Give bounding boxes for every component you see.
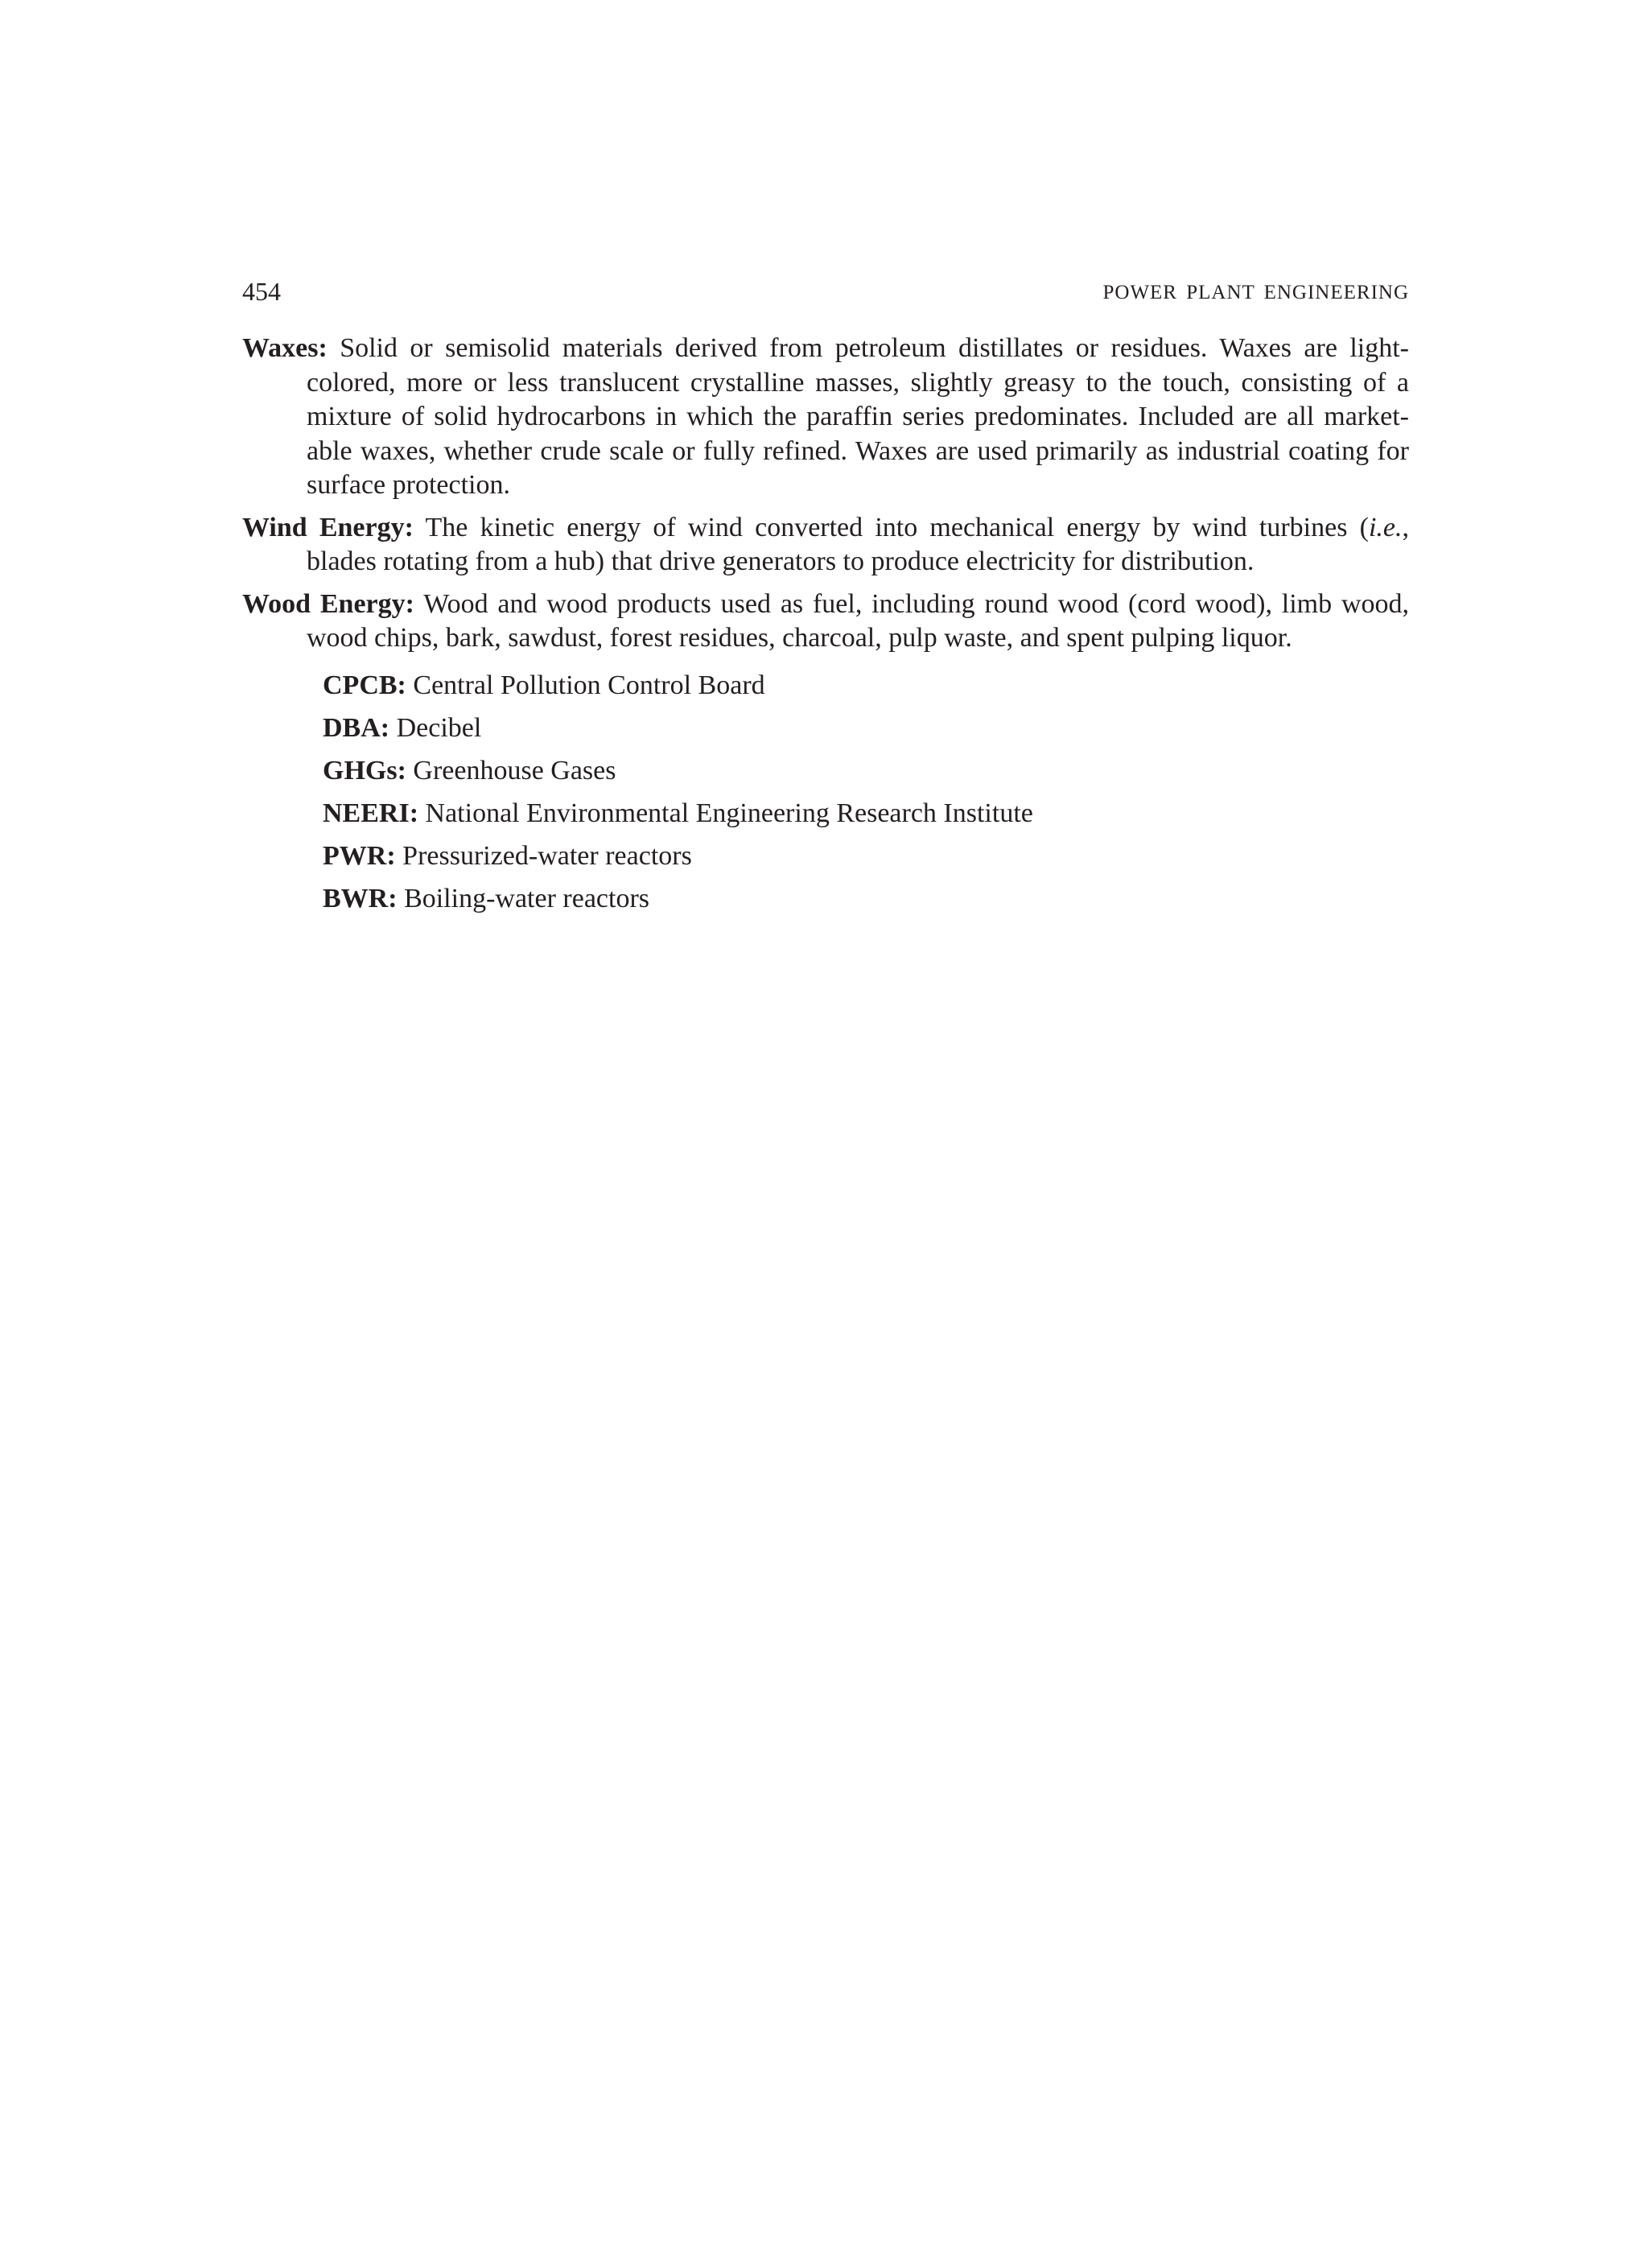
abbreviation-pwr [323,835,1409,877]
page-content [242,274,1409,920]
abbreviation-term: GHGs: [323,755,406,786]
glossary-definition: , blades rotating from a hub) that drive generators to produce electricity for distribution. [307,512,1409,576]
glossary-definition: Solid or semisolid materials derived from petroleum distillates or residues. Waxes are light-colored, more or less translucent crystalline masses, slightly greasy to the touch, consisting of a mixture of solid hydrocarbons in which the paraffin series predominates. Included are all market-able waxes, whether crude scale or fully refined. Waxes are used primarily as industrial coating for surface protection. [307,333,1409,500]
glossary-definition: Wood and wood products used as fuel, including round wood (cord wood), limb wood, wood chips, bark, sawdust, forest residues, charcoal, pulp waste, and spent pulping liquor. [307,588,1410,653]
abbreviation-dba [323,707,1409,749]
abbreviation-expansion: Greenhouse Gases [413,755,616,786]
abbreviation-term: NEERI: [323,798,419,828]
glossary-definition: The kinetic energy of wind converted into mechanical energy by wind turbines ( [425,512,1369,542]
glossary-entry-wood-energy [242,588,1409,656]
abbreviation-expansion: Boiling-water reactors [404,883,649,913]
glossary-entry-wind-energy [242,511,1409,579]
glossary-definition-italic: i.e. [1368,512,1403,542]
page-number: 454 [242,277,281,306]
glossary-term: Wood Energy: [242,588,414,619]
abbreviation-term: BWR: [323,883,398,913]
abbreviation-list [242,664,1409,920]
abbreviation-expansion: Central Pollution Control Board [413,670,765,700]
abbreviation-neeri [323,792,1409,835]
abbreviation-term: PWR: [323,840,396,871]
abbreviation-bwr [323,877,1409,920]
glossary [242,332,1409,656]
abbreviation-expansion: Pressurized-water reactors [402,840,692,871]
abbreviation-expansion: National Environmental Engineering Research Institute [425,798,1033,828]
abbreviation-cpcb [323,664,1409,707]
abbreviation-ghgs [323,749,1409,792]
running-head [242,274,1409,309]
abbreviation-term: DBA: [323,712,390,743]
glossary-term: Waxes: [242,333,328,363]
abbreviation-term: CPCB: [323,670,406,700]
abbreviation-expansion: Decibel [396,712,482,743]
book-title: POWER PLANT ENGINEERING [1102,282,1409,303]
glossary-term: Wind Energy: [242,512,414,542]
glossary-entry-waxes [242,332,1409,503]
